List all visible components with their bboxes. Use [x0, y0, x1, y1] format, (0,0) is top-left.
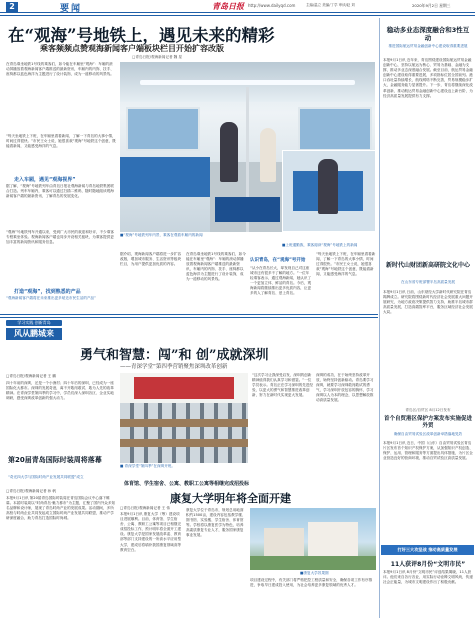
masthead	[0, 0, 475, 16]
lead-section-head: 打造“观海”，找到熟悉的产品	[14, 289, 81, 295]
feature-subheadline: ——青深学堂“第四季营销聚焦深圳改革创新	[120, 364, 228, 370]
lead-byline: □青岛日报/观海新闻记者 魏 星	[132, 55, 183, 59]
lead-inset-caption: ■上班通勤族，乘客阅读“观海”号地铁上的新闻	[282, 243, 358, 247]
passenger-figure	[260, 128, 276, 182]
section-title: 要闻	[60, 4, 83, 14]
sidebar-headline: 首个自贸港区保护方案发布实施促进外贸	[384, 416, 473, 429]
ceiling-light	[140, 80, 355, 85]
sidebar-ad-banner: 打好三大攻坚战 推动高质量发展	[381, 545, 474, 555]
passenger-figure	[220, 122, 238, 182]
lead-paragraph: 据介绍，观海新闻客户端将进一步扩容改版，增加城市服务、生活资讯等板块栏目，为用户提供更加优质的内容。	[120, 252, 182, 267]
issue-date: 2020年9月2日 星期三	[412, 3, 451, 8]
story-body: 康复大学位于青岛市，规划总用地面积约1500亩，建设内容包括教学楼、图书馆、实验楼、学生宿舍、体育馆等。学校将以康复医学为特色，培养高素质康复专业人才，服务国家康复事业发展。	[186, 508, 246, 538]
story-subheadline: “奇光四大学与国际时尚产业发展共同联盟”成立	[8, 475, 84, 479]
sidebar-headline: 稳动多业态深度融合和3性互动	[386, 26, 470, 42]
story-byline: □青岛日报/观海新闻记者 孙 帆	[6, 489, 57, 493]
lead-paragraph: “每天坐地铁上下班，在车厢里看看新闻，了解一下青岛的大事小情，时间过得很快。”市民王女士说，她很喜欢“观海”号地铁这个创意，既能看新闻，又能感受海洋的气息。	[6, 134, 116, 149]
page-number-badge: 2	[6, 2, 18, 12]
editor-meta: 主编/温立 美编/丁学 审读/赵 刘	[306, 3, 355, 7]
feature-headline: 勇气和智慧：闯”和 创”成就深圳	[80, 348, 269, 363]
story-body: 本报9月1日讯 康复大学（筹）建设项目进展顺利。目前，体育馆、学生宿舍、公寓、教职工公寓等项目已相继完成招投标工作，预计明年将全面开工建设。康复大学是国家发展改革委、教育部等部门支持建设的一所高水平应用型大学，建成后将填补我国康复领域高等教育空白。	[120, 512, 182, 552]
story-kicker: 体育馆、学生宿舍、公寓、教职工公寓等相继完成招投标	[124, 481, 250, 487]
story-body: 本报9月1日讯 第20届青岛国际时装周在青岛国际会议中心落下帷幕。本届时装周以“时尚青岛·魅力都市”为主题，汇聚了国内外众多知名品牌和设计师，展现了青岛时尚产业的发展成果。活动期间，多所高校与时尚企业共同发起成立国际时尚产业发展共同联盟，推动产学研深度融合，助力青岛打造国际时尚城。	[6, 496, 116, 521]
feature-tag-main: 风从鹏城来	[6, 328, 62, 340]
window-left	[126, 107, 200, 151]
feature-byline: □青岛日报/观海新闻记者 王 鹏	[6, 374, 57, 378]
window-right	[298, 107, 372, 151]
lead-subheadline: 乘客频频点赞观海新闻客户端板块栏目开始扩容改版	[40, 44, 224, 53]
sidebar-article-body: 本报9月1日讯 8月份“文明市民”评选结果揭晓，11人获评。他们来自各行各业，用实际行动诠释文明风尚，传递社会正能量，为城市文明建设作出了积极贡献。	[383, 570, 473, 585]
floor-ad-panel	[215, 197, 280, 222]
story-headline: 康复大学明年将全面开建	[170, 492, 291, 505]
sidebar-subheadline: 推进国际航运贸易金融创新中心建设取得重要进展	[388, 44, 468, 48]
lead-section-head: 走入车厢，遇见“观海视界”	[14, 177, 76, 183]
sidebar-headline: 新时代山财团新高研院文化中心	[385, 262, 470, 269]
feature-photo-caption: ■ 青深学堂“第四季”在深圳开班。	[120, 464, 175, 468]
sidebar-kicker: 青岛区/自贸区 8月12日发布	[405, 408, 451, 412]
feature-body: 深圳的成功，在于始终坚持改革开放，始终坚持创新驱动。青岛要学习深圳，就要学习深圳敢闯敢试的勇气，学习深圳开放包容的胸怀，学习深圳以人为本的理念，以思想解放推动高质量发展。	[316, 373, 374, 403]
lead-paragraph: 在青岛乘坐地铁1号线的乘客们，如今能在车厢里“观海”：车厢的滚动屏播放着观海新闻客户端推送的最新资讯，车厢内的内饰、扶手、座椅都以蓝色海洋为主题进行了设计装饰，成为一道移动的风景线。	[186, 252, 246, 282]
column-divider	[379, 18, 380, 618]
lead-paragraph: “每天坐地铁上下班，在车厢里看看新闻，了解一下青岛的大事小情，时间过得很快。”市民王女士说，她很喜欢“观海”号地铁这个创意，既能看新闻，又能感受海洋的气息。	[316, 252, 376, 277]
lead-inset-photo	[282, 150, 376, 232]
feature-body: 四十年前的深圳，还是一个小渔村；四十年后的深圳，已经成为一座国际化大都市。深圳的发展奇迹，离不开敢闯敢试、敢为人先的改革精神。在青深学堂第四季的学习中，学员们深入深圳各区、企业实地调研，感受深圳改革创新的强大动力。	[6, 381, 114, 401]
story-body: 项目建设过程中，有关部门将严格把控工程质量和安全，确保各项工作有序推进，争取早日建成投入使用，为社会培养更多康复领域的优秀人才。	[250, 578, 373, 588]
sidebar-article-body: 本报9月1日讯 近日，中国（山东）自由贸易试验区青岛片区发布首个知识产权保护方案，从加强知识产权创造、保护、运用、管理和服务等方面提出具体措施，为片区企业营造良好的营商环境，推动自贸试验区高质量发展。	[383, 441, 473, 461]
newspaper-url: http://www.dailyqd.com	[248, 3, 296, 8]
sidebar-article-body: 本报9月1日讯 近年来，青岛围绕建设国际航运贸易金融创新中心，坚持以航运为核心、贸易为基础、金融为支撑，推动多业态深度融合发展。截至目前，航运贸易金融创新中心建设取得重要进展，多项指标位居全国前列。港口吞吐量持续增长，航线网络不断完善，贸易规模稳步扩大，金融服务能力显著提升。下一步，青岛将继续深化改革创新，推动航运贸易金融创新中心建设迈上新台阶，为经济高质量发展提供有力支撑。	[383, 58, 473, 98]
lead-paragraph: “观海”号地铁列车开通以来，受到广大市民的欢迎和好评，不少乘客专程乘坐体验。观海新闻客户端也同步开设相关板块，为乘客提供更加丰富的新闻资讯和服务信息。	[6, 230, 114, 245]
sidebar-subheadline: 确保自由贸易试验区改革创新举措落地见效	[393, 432, 463, 436]
rendering-caption: ■康复大学效果图	[300, 571, 329, 575]
lead-pullquote: “观海新闻客户端将在未来推出更多贴近市民生活的产品”	[6, 296, 96, 300]
feature-body: “这次学习让我深受启发，深圳的创新精神值得我们认真学习和借鉴。”一位学员表示。青岛正在学习深圳的先进经验，以更大的勇气和智慧推进改革创新，努力在新时代实现更大发展。	[252, 373, 314, 398]
section-rule	[0, 314, 378, 318]
lead-paragraph: 据了解，“观海”号地铁列车由青岛日报社观海新闻与青岛地铁集团联合打造。列车车厢内，乘客可以通过扫描二维码，随时随地阅读观海新闻客户端的最新资讯，了解青岛的发展变化。	[6, 184, 114, 199]
newspaper-logo: 青岛日报	[212, 2, 244, 11]
stage-screen	[134, 377, 234, 399]
lead-headline: 在“观海”号地铁上，遇见未来的精彩	[8, 26, 275, 45]
lead-paragraph: 在青岛乘坐地铁1号线的乘客们，如今能在车厢里“观海”：车厢的滚动屏播放着观海新闻客户端推送的最新资讯，车厢内的内饰、扶手、座椅都以蓝色海洋为主题进行了设计装饰，成为一道移动的风景线。	[6, 62, 114, 77]
lead-section-head: 认识青岛，在“观海”号开始	[250, 258, 306, 263]
story-headline: 第20届青岛国际时装周将落幕	[8, 456, 102, 464]
sidebar-subheadline: 在山东省专班部署半岛高质量发展	[401, 280, 455, 284]
sidebar-headline: 11人获评8月份“文明市民”	[390, 561, 466, 568]
lead-photo-caption: ■“观海”号地铁列车内景，乘客在观看车厢内的新闻	[120, 233, 203, 237]
story-byline: □青岛日报/观海新闻记者 王 伟	[120, 506, 171, 510]
seat-row-left	[120, 157, 210, 197]
masthead-rule	[0, 12, 475, 16]
lead-paragraph: “从小在青岛长大，却发现自己对这座城市还有很多不了解的地方。”一位年轻乘客表示，通过观海新闻，她认识了一个更加立体、鲜活的青岛。今后，观海新闻将继续推出更多优质内容，让更多的人了解青岛、爱上青岛。	[250, 266, 312, 296]
rehab-university-rendering	[250, 508, 376, 570]
feature-tag-kicker: 学习实践 创新青岛	[6, 320, 62, 326]
sidebar-article-body: 本报9月1日讯 日前，山东财经大学新时代研究院在青岛揭牌成立。研究院将围绕新时代经济社会发展重大问题开展研究，为地方政府决策提供智力支持，助推半岛城市群高质量发展，打造高端智库平台，服务区域经济社会发展大局。	[383, 290, 473, 315]
feature-photo-classroom	[120, 373, 248, 463]
